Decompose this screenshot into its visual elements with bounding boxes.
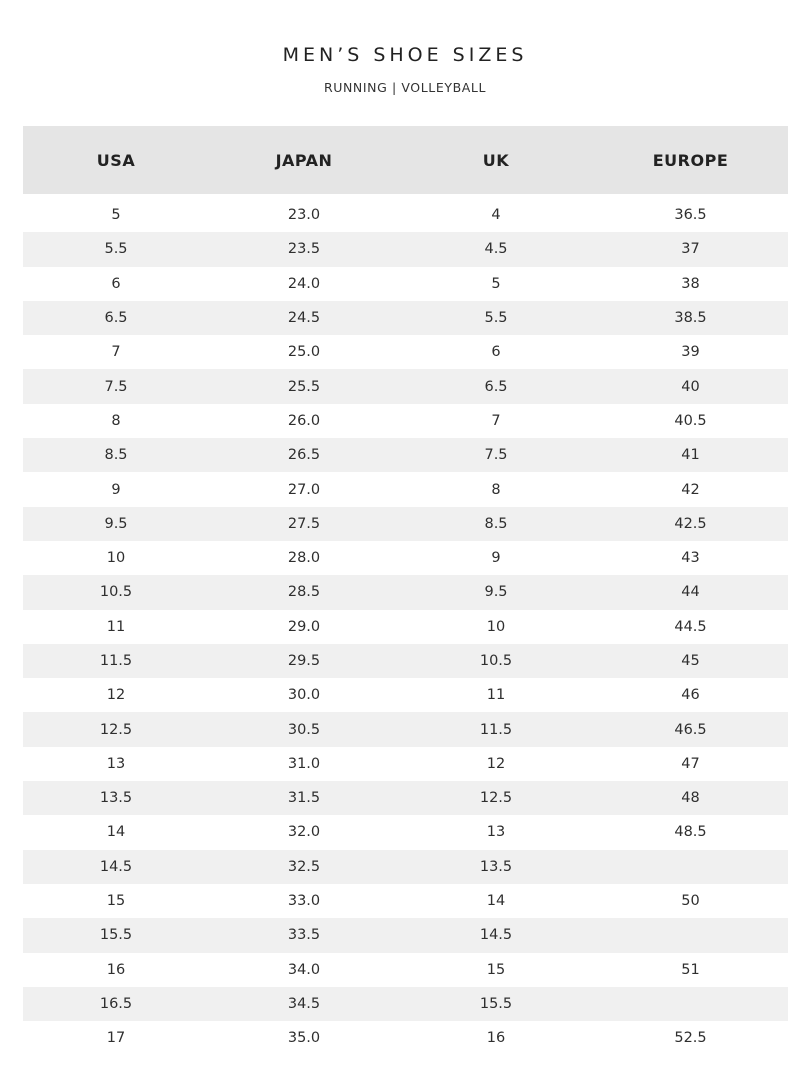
- cell-japan: 26.5: [287, 447, 321, 464]
- table-row: [23, 472, 788, 506]
- cell-europe: 52.5: [674, 1030, 707, 1047]
- cell-japan: 25.0: [287, 344, 321, 361]
- cell-japan: 30.0: [287, 687, 321, 704]
- cell-usa: 13: [106, 755, 126, 772]
- table-row: [23, 953, 788, 987]
- column-header-usa: USA: [96, 150, 136, 170]
- cell-japan: 29.5: [287, 653, 321, 669]
- column-header-uk: UK: [482, 150, 510, 170]
- cell-japan: 24.5: [287, 310, 321, 327]
- cell-japan: 33.0: [287, 893, 321, 910]
- table-row: [23, 712, 788, 746]
- cell-europe: 40.5: [674, 412, 707, 429]
- table-row: [23, 884, 788, 918]
- cell-usa: 16: [106, 961, 126, 978]
- cell-uk: 5.5: [484, 310, 508, 327]
- table-row: [23, 781, 788, 815]
- cell-japan: 27.5: [287, 515, 321, 532]
- cell-usa: 9: [111, 481, 121, 498]
- cell-usa: 14.5: [99, 858, 133, 875]
- cell-europe: 46.5: [674, 721, 707, 738]
- cell-europe: 46: [681, 687, 700, 704]
- cell-japan: 28.5: [287, 584, 321, 601]
- cell-europe: 43: [681, 550, 700, 567]
- cell-europe: 38: [681, 275, 700, 292]
- cell-usa: 6.5: [104, 310, 128, 327]
- table-row: [23, 610, 788, 644]
- cell-usa: 10.5: [99, 584, 133, 601]
- cell-usa: 9.5: [104, 515, 128, 532]
- cell-uk: 5: [491, 275, 501, 292]
- page-subtitle: RUNNING | VOLLEYBALL: [323, 80, 487, 95]
- table-row: [23, 198, 788, 232]
- table-row: [23, 747, 788, 781]
- cell-uk: 6.5: [484, 378, 508, 395]
- cell-usa: 10: [106, 550, 126, 567]
- cell-europe: 51: [681, 961, 700, 978]
- cell-europe: 44.5: [674, 618, 707, 635]
- cell-europe: 50: [681, 893, 700, 910]
- cell-japan: 23.0: [287, 207, 321, 224]
- cell-usa: 12: [106, 687, 126, 704]
- cell-europe: 42: [681, 481, 700, 498]
- cell-usa: 8: [111, 412, 121, 429]
- cell-uk: 13: [486, 824, 506, 841]
- cell-japan: 23.5: [287, 241, 321, 258]
- cell-japan: 31.5: [287, 790, 321, 807]
- cell-europe: 42.5: [674, 515, 707, 532]
- cell-uk: 9: [491, 550, 501, 567]
- table-row: [23, 369, 788, 403]
- cell-uk: 6: [491, 344, 501, 361]
- table-row: [23, 438, 788, 472]
- table-row: [23, 404, 788, 438]
- cell-japan: 34.5: [287, 995, 321, 1012]
- size-chart-table: [23, 126, 788, 1055]
- cell-usa: 13.5: [99, 790, 133, 807]
- table-row: [23, 644, 788, 678]
- cell-usa: 7: [111, 344, 121, 361]
- cell-europe: 38.5: [674, 310, 707, 327]
- cell-japan: 25.5: [287, 378, 321, 395]
- cell-usa: 11.5: [99, 653, 133, 669]
- cell-europe: 48.5: [674, 824, 707, 841]
- cell-europe: 36.5: [674, 207, 707, 224]
- table-row: [23, 541, 788, 575]
- cell-europe: 45: [681, 653, 700, 669]
- cell-uk: 4: [491, 207, 501, 224]
- table-row: [23, 232, 788, 266]
- table-row: [23, 1021, 788, 1055]
- cell-europe: 44: [681, 584, 700, 601]
- cell-usa: 15.5: [99, 927, 133, 944]
- cell-uk: 16: [486, 1030, 506, 1047]
- cell-uk: 4.5: [484, 241, 508, 258]
- cell-japan: 29.0: [287, 618, 321, 635]
- table-row: [23, 850, 788, 884]
- table-header-row: [23, 126, 788, 194]
- cell-uk: 11.5: [479, 721, 513, 738]
- column-header-japan: JAPAN: [275, 150, 333, 170]
- table-row: [23, 987, 788, 1021]
- table-row: [23, 301, 788, 335]
- column-header-europe: EUROPE: [652, 150, 729, 170]
- cell-japan: 27.0: [287, 481, 321, 498]
- cell-japan: 35.0: [287, 1030, 321, 1047]
- table-row: [23, 267, 788, 301]
- table-row: [23, 815, 788, 849]
- cell-japan: 28.0: [287, 550, 321, 567]
- cell-usa: 5: [111, 207, 121, 224]
- cell-usa: 15: [106, 893, 126, 910]
- cell-uk: 13.5: [479, 858, 513, 875]
- cell-japan: 32.0: [287, 824, 321, 841]
- cell-usa: 11: [106, 618, 126, 635]
- cell-usa: 7.5: [104, 378, 128, 395]
- cell-uk: 11: [486, 687, 506, 704]
- cell-uk: 12: [486, 755, 506, 772]
- table-row: [23, 678, 788, 712]
- cell-uk: 10: [486, 618, 506, 635]
- table-row: [23, 918, 788, 952]
- cell-uk: 8.5: [484, 515, 508, 532]
- page-title: MEN’S SHOE SIZES: [282, 44, 528, 66]
- cell-uk: 8: [491, 481, 501, 498]
- cell-uk: 7.5: [484, 447, 508, 464]
- cell-uk: 7: [491, 412, 501, 429]
- cell-uk: 15: [486, 961, 506, 978]
- cell-usa: 5.5: [104, 241, 128, 258]
- cell-usa: 16.5: [99, 995, 133, 1012]
- cell-uk: 15.5: [479, 995, 513, 1012]
- cell-europe: 39: [681, 344, 700, 361]
- cell-uk: 14.5: [479, 927, 513, 944]
- cell-japan: 30.5: [287, 721, 321, 738]
- cell-japan: 24.0: [287, 275, 321, 292]
- cell-japan: 32.5: [287, 858, 321, 875]
- table-row: [23, 507, 788, 541]
- cell-usa: 12.5: [99, 721, 133, 738]
- cell-usa: 17: [106, 1030, 126, 1047]
- cell-europe: 41: [681, 447, 700, 464]
- cell-uk: 12.5: [479, 790, 513, 807]
- cell-uk: 14: [486, 893, 506, 910]
- cell-europe: 40: [681, 378, 700, 395]
- cell-uk: 9.5: [484, 584, 508, 601]
- cell-japan: 31.0: [287, 755, 321, 772]
- cell-japan: 34.0: [287, 961, 321, 978]
- table-body: [23, 198, 788, 1055]
- cell-europe: 47: [681, 755, 700, 772]
- cell-japan: 33.5: [287, 927, 321, 944]
- cell-europe: 48: [681, 790, 700, 807]
- table-row: [23, 335, 788, 369]
- cell-uk: 10.5: [479, 653, 513, 669]
- cell-usa: 14: [106, 824, 126, 841]
- cell-usa: 8.5: [104, 447, 128, 464]
- cell-japan: 26.0: [287, 412, 321, 429]
- cell-europe: 37: [681, 241, 700, 258]
- table-row: [23, 575, 788, 609]
- cell-usa: 6: [111, 275, 121, 292]
